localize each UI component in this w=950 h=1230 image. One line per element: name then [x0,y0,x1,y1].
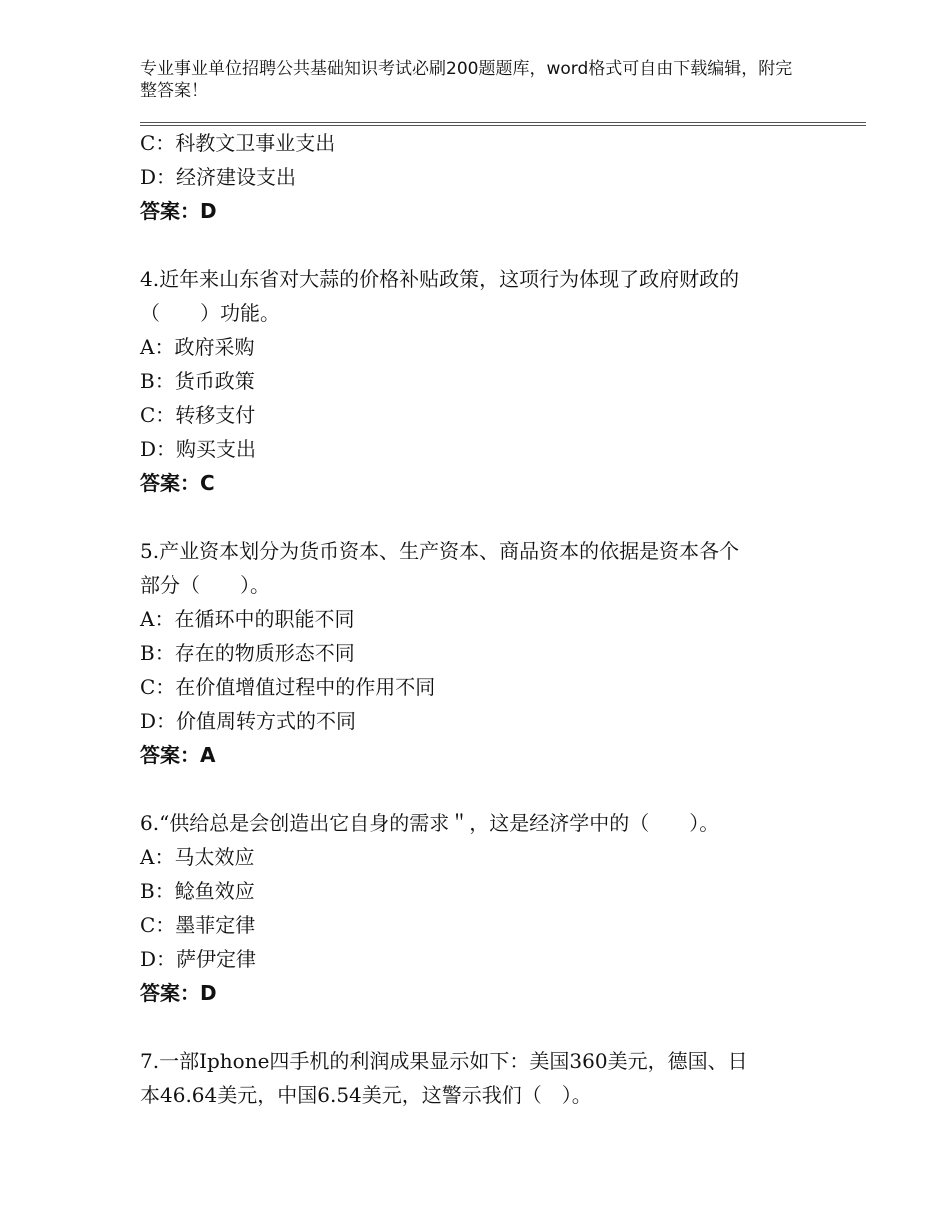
option-c: C：在价值增值过程中的作用不同 [140,675,436,699]
answer-line: 答案：D [140,981,217,1005]
option-b: B：存在的物质形态不同 [140,641,355,665]
question-stem: （ ）功能。 [140,301,280,325]
question-5 [140,534,800,772]
option-c: C：转移支付 [140,403,256,427]
question-7 [140,1044,800,1112]
question-stem: 4.近年来山东省对大蒜的价格补贴政策，这项行为体现了政府财政的 [140,267,740,291]
question-stem: 7.一部Iphone四手机的利润成果显示如下：美国360美元，德国、日 [140,1049,748,1073]
option-b: B：鲶鱼效应 [140,879,255,903]
question-stem: 5.产业资本划分为货币资本、生产资本、商品资本的依据是资本各个 [140,539,740,563]
option-d: D：萨伊定律 [140,947,257,971]
header-text: 专业事业单位招聘公共基础知识考试必刷200题题库，word格式可自由下载编辑，附完整答案！ [140,59,793,101]
option-d: D：价值周转方式的不同 [140,709,357,733]
option-b: B：货币政策 [140,369,255,393]
header-rule-top [140,122,866,123]
question-3-tail [140,126,800,228]
option-d: D：购买支出 [140,437,257,461]
question-stem: 部分（ ）。 [140,573,270,597]
option-a: A：政府采购 [140,335,255,359]
question-stem: 本46.64美元，中国6.54美元，这警示我们（ ）。 [140,1083,592,1107]
answer-line: 答案：C [140,471,215,495]
option-c: C：墨菲定律 [140,913,256,937]
question-4 [140,262,800,500]
question-stem: 6.“供给总是会创造出它自身的需求＂，这是经济学中的（ ）。 [140,811,720,835]
answer-line: 答案：A [140,743,216,767]
option-a: A：马太效应 [140,845,255,869]
answer-line: 答案：D [140,199,217,223]
question-6 [140,806,800,1010]
option-d: D：经济建设支出 [140,165,297,189]
option-c: C：科教文卫事业支出 [140,131,336,155]
option-a: A：在循环中的职能不同 [140,607,355,631]
page-header [140,58,800,102]
document-body [140,126,800,1112]
